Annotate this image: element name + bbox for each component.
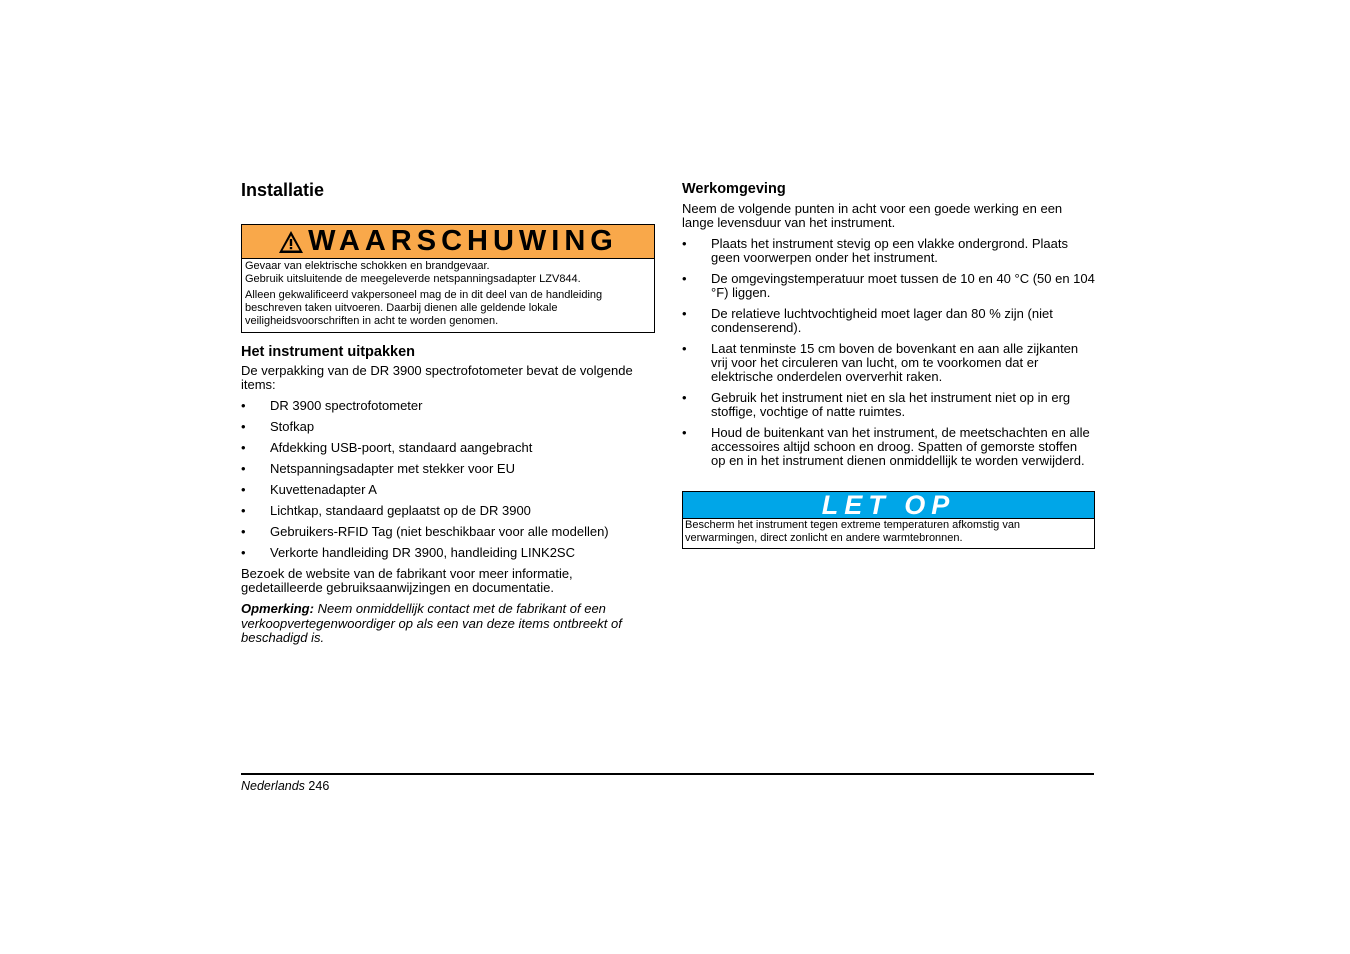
list-item: • Lichtkap, standaard geplaatst op de DR 3900 xyxy=(241,503,531,518)
footer-language: Nederlands xyxy=(241,779,305,793)
note-text: Neem onmiddellijk contact met de fabrikant of een verkoopvertegenwoordiger op als een van deze items ontbreekt of beschadigd is. xyxy=(241,601,622,645)
note xyxy=(241,602,655,646)
list-item: • Netspanningsadapter met stekker voor EU xyxy=(241,461,515,476)
list-item: • Stofkap xyxy=(241,419,315,434)
warning-line-2: Gebruik uitsluitende de meegeleverde netspanningsadapter LZV844. xyxy=(245,273,581,285)
page-number: 246 xyxy=(308,779,330,793)
unpack-list xyxy=(241,399,655,560)
warning-paragraph: Alleen gekwalificeerd vakpersoneel mag de in dit deel van de handleiding beschreven taken uitvoeren. Daarbij dienen alle geldende lokale veiligheidsvoorschriften in acht te worden genomen. xyxy=(245,289,603,327)
list-item: • DR 3900 spectrofotometer xyxy=(241,398,423,413)
unpack-title: Het instrument uitpakken xyxy=(241,344,416,360)
caution-label: LET OP xyxy=(821,490,956,520)
section-title: Installatie xyxy=(241,180,325,200)
environment-title: Werkomgeving xyxy=(682,181,786,197)
list-item: • Afdekking USB-poort, standaard aangebracht xyxy=(241,440,533,455)
environment-intro: Neem de volgende punten in acht voor een goede werking en een lange levensduur van het instrument. xyxy=(682,201,1063,230)
website-text: Bezoek de website van de fabrikant voor meer informatie, gedetailleerde gebruiksaanwijzingen en documentatie. xyxy=(241,566,573,595)
list-item: • Kuvettenadapter A xyxy=(241,482,377,497)
warning-text xyxy=(245,260,651,286)
list-item: • Laat tenminste 15 cm boven de bovenkant en aan alle zijkanten vrij voor het circuleren van lucht, om te voorkomen dat er elektrische onderdelen oververhit raken. xyxy=(682,341,1079,384)
list-item: • Plaats het instrument stevig op een vlakke ondergrond. Plaats geen voorwerpen onder het instrument. xyxy=(682,236,1068,265)
note-label: Opmerking: xyxy=(241,601,314,616)
warning-triangle-icon xyxy=(278,230,304,254)
warning-label: WAARSCHUWING xyxy=(308,225,618,257)
caution-box xyxy=(682,491,1095,549)
list-item: • Gebruik het instrument niet en sla het instrument niet op in erg stoffige, vochtige of natte ruimtes. xyxy=(682,390,1071,419)
unpack-intro: De verpakking van de DR 3900 spectrofotometer bevat de volgende items: xyxy=(241,363,633,392)
warning-box xyxy=(241,224,655,333)
page-footer xyxy=(241,779,329,793)
environment-list xyxy=(682,237,1095,468)
right-column xyxy=(682,176,1095,549)
left-column xyxy=(241,176,655,646)
warning-banner xyxy=(242,225,654,259)
list-item: • Verkorte handleiding DR 3900, handleiding LINK2SC xyxy=(241,545,575,560)
caution-text: Bescherm het instrument tegen extreme temperaturen afkomstig van verwarmingen, direct zonlicht en andere warmtebronnen. xyxy=(685,519,1021,544)
list-item: • De relatieve luchtvochtigheid moet lager dan 80 % zijn (niet condenserend). xyxy=(682,306,1053,335)
warning-body xyxy=(242,259,654,332)
list-item: • Houd de buitenkant van het instrument, de meetschachten en alle accessoires altijd schoon en droog. Spatten of gemorste stoffen op en in het instrument dienen onmiddellijk te worden verwijderd. xyxy=(682,425,1090,468)
list-item: • Gebruikers-RFID Tag (niet beschikbaar voor alle modellen) xyxy=(241,524,609,539)
list-item: • De omgevingstemperatuur moet tussen de 10 en 40 °C (50 en 104 °F) liggen. xyxy=(682,271,1095,300)
footer-divider xyxy=(241,773,1094,775)
warning-line-1: Gevaar van elektrische schokken en brandgevaar. xyxy=(245,260,490,272)
caution-banner xyxy=(683,492,1094,519)
